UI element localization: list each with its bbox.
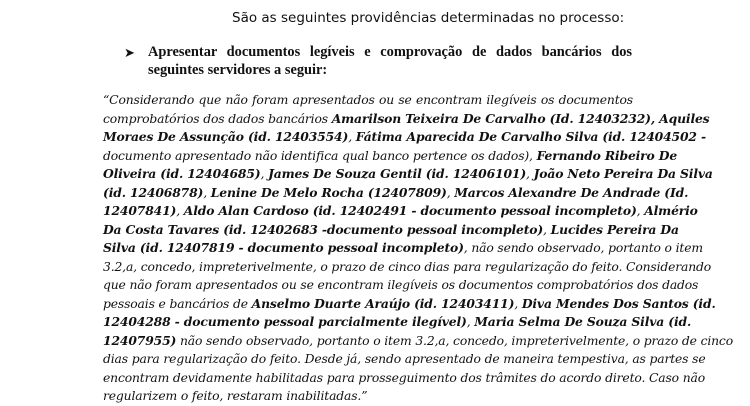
text-run: , <box>636 204 645 218</box>
text-run: , <box>526 167 534 181</box>
bold-text-run: Aldo Alan Cardoso (id. 12402491 - documento pessoal incompleto) <box>183 203 637 218</box>
bullet-heading <box>148 44 632 79</box>
bold-text-run: 12407841) <box>103 203 177 218</box>
text-run: regularizem o feito, restaram inabilitadas.” <box>103 389 368 403</box>
bold-text-run: Almério <box>644 203 698 218</box>
quote-line <box>103 276 699 295</box>
text-run: , <box>466 315 475 329</box>
quote-line <box>103 91 633 110</box>
quote-line <box>103 295 716 314</box>
quote-line <box>103 350 706 369</box>
arrowhead-bullet-icon: ➤ <box>124 46 135 61</box>
text-run: dias para regularização do feito. Desde já, sendo apresentado de maneira tempestiva, as partes se <box>103 352 706 366</box>
bold-text-run: (id. 12406878) <box>103 184 204 200</box>
bold-text-run: Lenine De Melo Rocha (12407809) <box>210 184 447 200</box>
bold-text-run: 12407955) <box>103 332 177 348</box>
text-run: , <box>543 222 551 237</box>
text-run: , <box>203 185 211 200</box>
bold-text-run: Lucides Pereira Da <box>550 221 679 237</box>
quote-line <box>103 128 706 147</box>
bold-text-run: Silva (id. 12407819 - documento pessoal incompleto) <box>103 240 464 255</box>
quote-line <box>103 184 689 203</box>
text-run: , não sendo observado, portanto o item <box>463 241 703 255</box>
quote-line <box>103 239 703 258</box>
text-run: encontram devidamente habilitadas para prosseguimento dos trâmites do acordo direto. Caso não <box>103 370 706 385</box>
text-run: documento apresentado não identifica qual banco pertence os dados), <box>103 148 537 163</box>
bold-text-run: Amarilson Teixeira De Carvalho (Id. 12403232), Aquiles <box>331 110 710 126</box>
bullet-heading-line-2: seguintes servidores a seguir: <box>148 61 328 78</box>
bullet-item <box>124 44 632 79</box>
quote-line <box>103 313 692 332</box>
text-run: , <box>348 130 356 144</box>
bold-text-run: Maria Selma De Souza Silva (id. <box>474 314 692 329</box>
quote-line <box>103 110 710 129</box>
text-run: , <box>514 296 522 311</box>
quote-line <box>103 258 712 277</box>
text-run: pessoais e bancários de <box>103 296 252 311</box>
text-run: 3.2,a, concedo, impreterivelmente, o prazo de cinco dias para regularização do feito. Considerando <box>103 259 712 274</box>
bold-text-run: Moraes De Assunção (id. 12403554) <box>103 129 349 144</box>
text-run: , <box>260 167 269 181</box>
bold-text-run: Diva Mendes Dos Santos (id. <box>521 295 716 311</box>
bullet-heading-line-1: Apresentar documentos legíveis e comprovação de dados bancários dos <box>148 44 632 60</box>
bold-text-run: Marcos Alexandre De Andrade (Id. <box>454 184 689 200</box>
bold-text-run: Fátima Aparecida De Carvalho Silva (id. 12404502 - <box>355 129 706 144</box>
quote-line <box>103 369 706 388</box>
bold-text-run: Anselmo Duarte Araújo (id. 12403411) <box>251 295 515 311</box>
quote-line <box>103 202 698 221</box>
bold-text-run: João Neto Pereira Da Silva <box>533 166 713 181</box>
quote-line <box>103 332 733 351</box>
bold-text-run: Da Costa Tavares (id. 12402683 -documento pessoal incompleto) <box>103 221 544 237</box>
quote-line <box>103 221 679 240</box>
quoted-decision-paragraph <box>103 91 733 406</box>
bold-text-run: Fernando Ribeiro De <box>536 147 678 163</box>
text-run: não sendo observado, portanto o item 3.2,a, concedo, impreterivelmente, o prazo de cinco <box>176 333 733 348</box>
bold-text-run: James De Souza Gentil (id. 12406101) <box>268 166 527 181</box>
bold-text-run: Oliveira (id. 12404685) <box>103 166 261 181</box>
text-run: que não foram apresentados ou se encontram ilegíveis os documentos comprobatórios dos dados <box>103 278 699 292</box>
intro-sentence: São as seguintes providências determinadas no processo: <box>232 10 625 26</box>
quote-line <box>103 147 678 166</box>
bold-text-run: 12404288 - documento pessoal parcialmente ilegível) <box>103 314 467 329</box>
quote-line <box>103 387 633 406</box>
text-run: “Considerando que não foram apresentados ou se encontram ilegíveis os documentos <box>103 93 633 107</box>
text-run: comprobatórios dos dados bancários <box>103 111 332 126</box>
text-run: , <box>446 185 455 200</box>
text-run: , <box>176 204 184 218</box>
quote-line <box>103 165 713 184</box>
